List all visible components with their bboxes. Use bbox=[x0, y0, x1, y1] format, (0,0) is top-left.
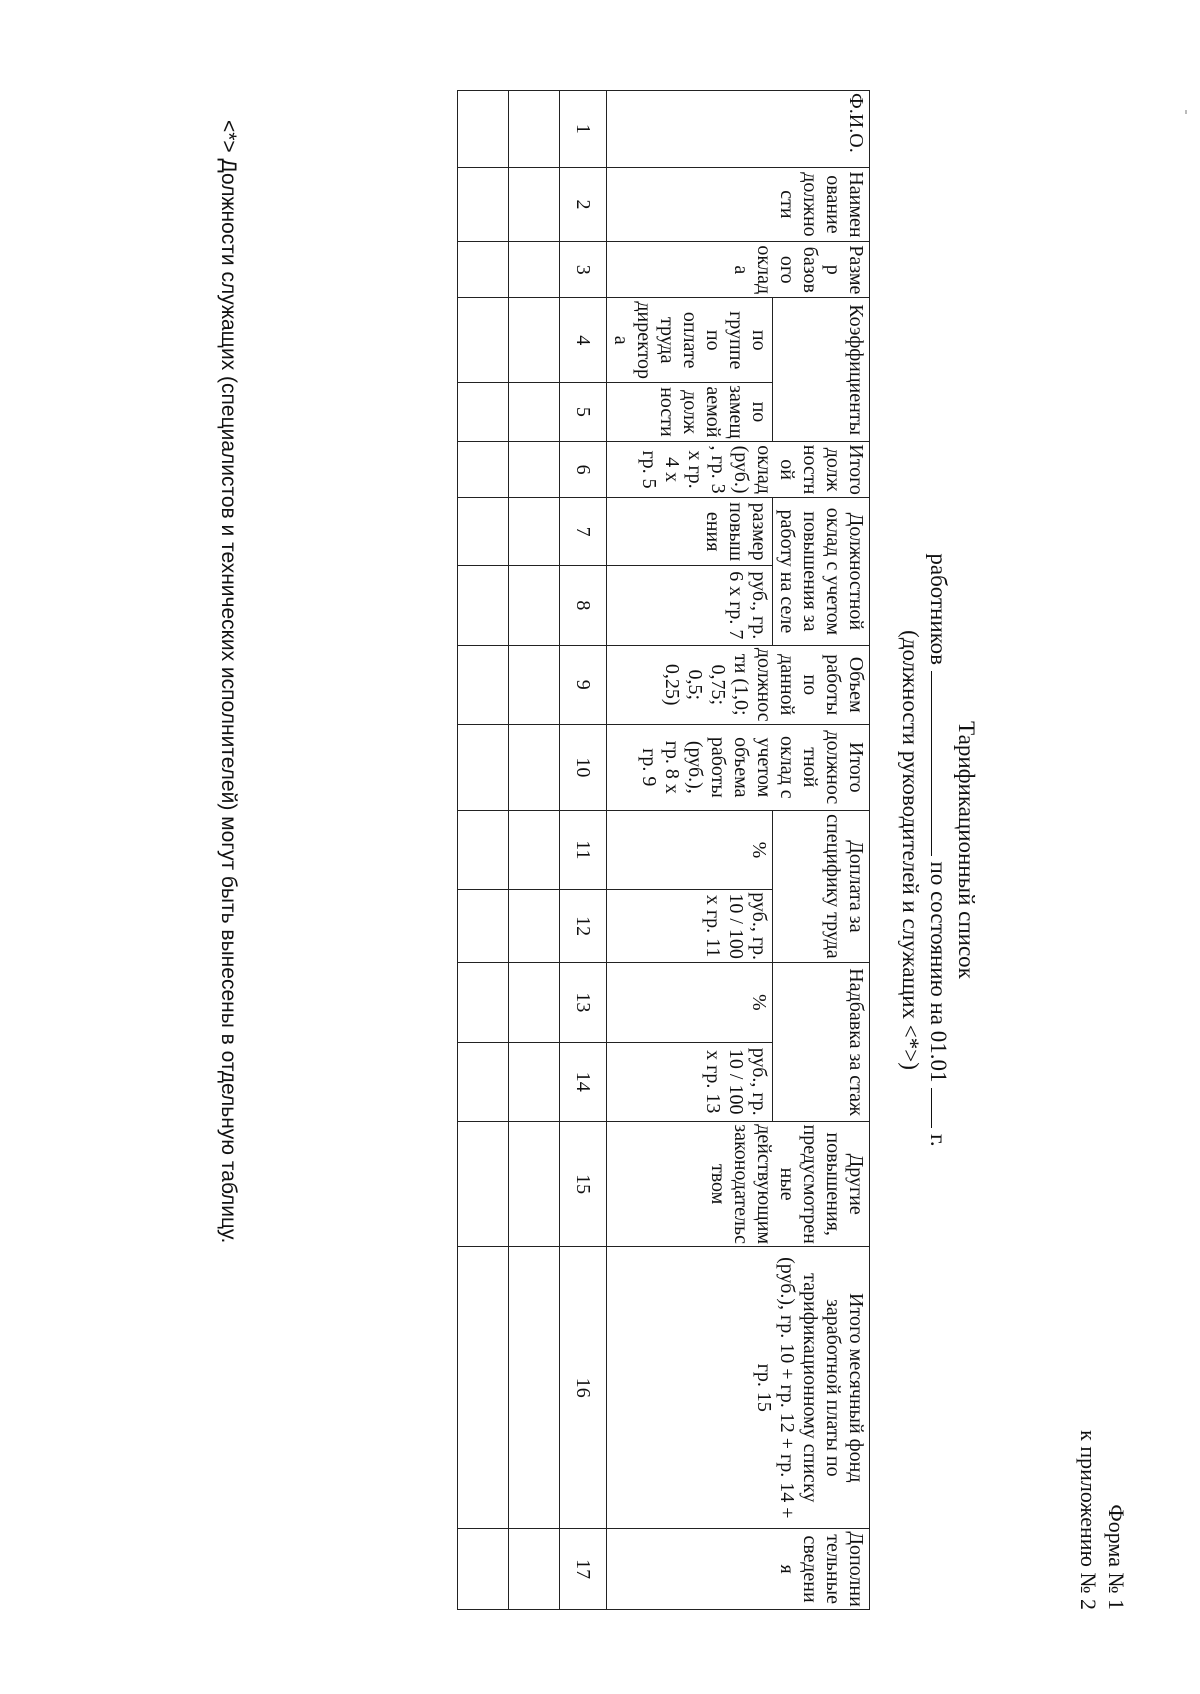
document-title bbox=[896, 70, 980, 1630]
column-number: 14 bbox=[560, 1042, 607, 1121]
table-cell[interactable] bbox=[458, 91, 509, 168]
table-row bbox=[509, 91, 560, 1610]
column-number: 12 bbox=[560, 890, 607, 963]
header-fio: Ф.И.О. bbox=[607, 91, 870, 168]
table-cell[interactable] bbox=[458, 810, 509, 889]
table-cell[interactable] bbox=[458, 441, 509, 497]
header-rural-size: размер повышения bbox=[607, 498, 773, 566]
header-seniority-rub: руб., гр. 10 / 100 x гр. 13 bbox=[607, 1042, 773, 1121]
table-cell[interactable] bbox=[458, 167, 509, 241]
header-base-salary: Размер базового оклада bbox=[607, 242, 870, 298]
title-year-suffix: г. bbox=[926, 1134, 951, 1147]
scan-edge-mark bbox=[1185, 110, 1187, 114]
header-other-increases: Другие повышения, предусмотренные действующим законодательством bbox=[607, 1121, 870, 1247]
table-cell[interactable] bbox=[509, 810, 560, 889]
table-cell[interactable] bbox=[509, 498, 560, 566]
blank-field-year bbox=[931, 1088, 952, 1128]
table-cell[interactable] bbox=[509, 91, 560, 168]
column-number-row bbox=[560, 91, 607, 1610]
column-number: 3 bbox=[560, 242, 607, 298]
column-number: 15 bbox=[560, 1121, 607, 1247]
column-number: 8 bbox=[560, 566, 607, 645]
column-number: 5 bbox=[560, 382, 607, 441]
table-cell[interactable] bbox=[509, 566, 560, 645]
header-specific-pct: % bbox=[607, 810, 773, 889]
header-row-1 bbox=[773, 91, 870, 1610]
column-number: 4 bbox=[560, 298, 607, 383]
form-appendix: к приложению № 2 bbox=[1076, 1430, 1101, 1610]
header-extra-info: Дополнительные сведения bbox=[607, 1529, 870, 1610]
table-cell[interactable] bbox=[458, 724, 509, 810]
column-number: 6 bbox=[560, 441, 607, 497]
table-cell[interactable] bbox=[509, 1042, 560, 1121]
table-cell[interactable] bbox=[458, 890, 509, 963]
header-rural-rub: руб., гр. 6 x гр. 7 bbox=[607, 566, 773, 645]
table-cell[interactable] bbox=[509, 298, 560, 383]
table-cell[interactable] bbox=[458, 298, 509, 383]
table-cell[interactable] bbox=[458, 382, 509, 441]
column-number: 1 bbox=[560, 91, 607, 168]
header-coefficients: Коэффициенты bbox=[773, 298, 870, 441]
header-position-name: Наименование должности bbox=[607, 167, 870, 241]
column-number: 2 bbox=[560, 167, 607, 241]
table-cell[interactable] bbox=[458, 1247, 509, 1529]
header-monthly-fund: Итого месячный фонд заработной платы по тарификационному списку (руб.), гр. 10 + гр. 12 + гр. 14 + гр. 15 bbox=[607, 1247, 870, 1529]
header-coef-group: по группе по оплате труда директора bbox=[607, 298, 773, 383]
table-cell[interactable] bbox=[458, 242, 509, 298]
header-seniority-pct: % bbox=[607, 963, 773, 1042]
table-cell[interactable] bbox=[458, 963, 509, 1042]
header-seniority-bonus: Надбавка за стаж bbox=[773, 963, 870, 1122]
table-cell[interactable] bbox=[458, 1529, 509, 1610]
header-rural-salary: Должностной оклад с учетом повышения за работу на селе bbox=[773, 498, 870, 645]
form-number: Форма № 1 bbox=[1104, 1504, 1129, 1610]
form-reference bbox=[1074, 1430, 1130, 1610]
column-number: 11 bbox=[560, 810, 607, 889]
header-specific-bonus: Доплата за специфику труда bbox=[773, 810, 870, 962]
table-cell[interactable] bbox=[509, 645, 560, 724]
table-cell[interactable] bbox=[509, 167, 560, 241]
title-prefix: работников bbox=[926, 553, 951, 666]
table-cell[interactable] bbox=[509, 890, 560, 963]
table-cell[interactable] bbox=[458, 566, 509, 645]
table-cell[interactable] bbox=[458, 645, 509, 724]
header-work-volume: Объем работы по данной должности (1,0; 0,75; 0,5; 0,25) bbox=[607, 645, 870, 724]
table-cell[interactable] bbox=[509, 1247, 560, 1529]
header-specific-rub: руб., гр. 10 / 100 x гр. 11 bbox=[607, 890, 773, 963]
title-date: по состоянию на 01.01 bbox=[926, 861, 951, 1083]
header-total-salary: Итого должностной оклад (руб.), гр. 3 x гр. 4 x гр. 5 bbox=[607, 441, 870, 497]
table-cell[interactable] bbox=[458, 1042, 509, 1121]
table-cell[interactable] bbox=[509, 441, 560, 497]
tariff-table bbox=[457, 90, 870, 1610]
table-row bbox=[458, 91, 509, 1610]
header-total-with-volume: Итого должностной оклад с учетом объема работы (руб.), гр. 8 x гр. 9 bbox=[607, 724, 870, 810]
column-number: 7 bbox=[560, 498, 607, 566]
table-cell[interactable] bbox=[458, 1121, 509, 1247]
blank-field-workers bbox=[931, 671, 952, 856]
column-number: 13 bbox=[560, 963, 607, 1042]
column-number: 16 bbox=[560, 1247, 607, 1529]
column-number: 9 bbox=[560, 645, 607, 724]
table-cell[interactable] bbox=[509, 963, 560, 1042]
footnote: <*> Должности служащих (специалистов и технических исполнителей) могут быть вынесены в отдельную таблицу. bbox=[217, 120, 240, 1244]
column-number: 17 bbox=[560, 1529, 607, 1610]
title-line-2 bbox=[924, 70, 952, 1630]
table-cell[interactable] bbox=[509, 724, 560, 810]
table-cell[interactable] bbox=[509, 382, 560, 441]
rotated-sheet bbox=[170, 70, 1130, 1630]
table-cell[interactable] bbox=[509, 1121, 560, 1247]
table-cell[interactable] bbox=[458, 498, 509, 566]
table-cell[interactable] bbox=[509, 1529, 560, 1610]
title-line-1: Тарификационный список bbox=[954, 721, 979, 979]
header-coef-position: по замещаемой должности bbox=[607, 382, 773, 441]
title-line-3: (должности руководителей и служащих <*>) bbox=[898, 630, 923, 1070]
table-cell[interactable] bbox=[509, 242, 560, 298]
column-number: 10 bbox=[560, 724, 607, 810]
